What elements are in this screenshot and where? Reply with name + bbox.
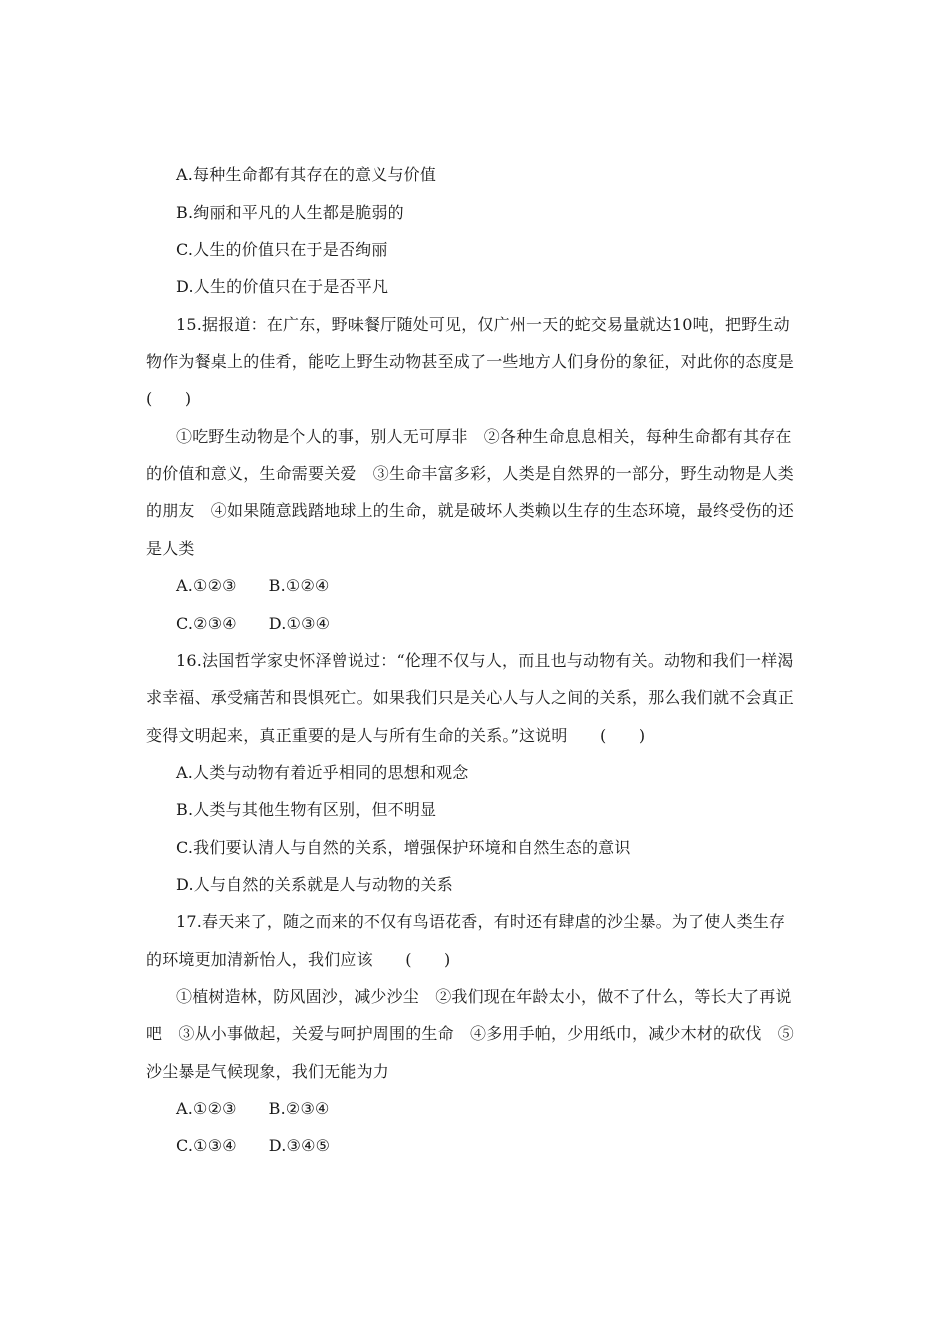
q17-statement-line-3: 沙尘暴是气候现象，我们无能为力 [146, 1062, 390, 1081]
q15-option-c: C.②③④ [176, 614, 237, 633]
q16-option-c: C.我们要认清人与自然的关系，增强保护环境和自然生态的意识 [176, 838, 631, 857]
q15-stem-line-1: 15.据报道：在广东，野味餐厅随处可见，仅广州一天的蛇交易量就达10吨，把野生动 [176, 315, 790, 334]
q17-option-a: A.①②③ [176, 1099, 237, 1118]
q15-stem-line-2: 物作为餐桌上的佳肴，能吃上野生动物甚至成了一些地方人们身份的象征，对此你的态度是 [146, 352, 795, 371]
q17-option-d: D.③④⑤ [268, 1136, 331, 1155]
q15-statement-line-1: ①吃野生动物是个人的事，别人无可厚非 ②各种生命息息相关，每种生命都有其存在 [176, 427, 792, 446]
q15-options-row-1 [176, 576, 330, 596]
q15-answer-bracket: ( ) [146, 389, 192, 408]
q16-option-a: A.人类与动物有着近乎相同的思想和观念 [176, 763, 469, 782]
q16-stem-line-1: 16.法国哲学家史怀泽曾说过：“伦理不仅与人，而且也与动物有关。动物和我们一样渴 [176, 651, 794, 670]
q15-statement-line-2: 的价值和意义，生命需要关爱 ③生命丰富多彩，人类是自然界的一部分，野生动物是人类 [146, 464, 795, 483]
q16-option-d: D.人与自然的关系就是人与动物的关系 [176, 875, 453, 894]
q17-statement-line-1: ①植树造林，防风固沙，减少沙尘 ②我们现在年龄太小，做不了什么，等长大了再说 [176, 987, 792, 1006]
q14-option-c: C.人生的价值只在于是否绚丽 [176, 240, 388, 259]
q15-option-a: A.①②③ [176, 576, 237, 595]
q17-option-c: C.①③④ [176, 1136, 237, 1155]
q17-options-row-2 [176, 1136, 330, 1156]
q15-option-d: D.①③④ [268, 614, 331, 633]
q15-options-row-2 [176, 614, 330, 634]
q17-stem-line-1: 17.春天来了，随之而来的不仅有鸟语花香，有时还有肆虐的沙尘暴。为了使人类生存 [176, 912, 786, 931]
q16-option-b: B.人类与其他生物有区别，但不明显 [176, 800, 437, 819]
q15-option-b: B.①②④ [268, 576, 330, 595]
q14-option-a: A.每种生命都有其存在的意义与价值 [176, 165, 437, 184]
q16-stem-line-3: 变得文明起来，真正重要的是人与所有生命的关系。”这说明 ( ) [146, 726, 646, 745]
q14-option-d: D.人生的价值只在于是否平凡 [176, 277, 389, 296]
q17-options-row-1 [176, 1099, 330, 1119]
q14-option-b: B.绚丽和平凡的人生都是脆弱的 [176, 203, 404, 222]
q15-statement-line-4: 是人类 [146, 539, 195, 558]
q17-option-b: B.②③④ [268, 1099, 330, 1118]
q16-stem-line-2: 求幸福、承受痛苦和畏惧死亡。如果我们只是关心人与人之间的关系，那么我们就不会真正 [146, 688, 795, 707]
q17-stem-line-2: 的环境更加清新怡人，我们应该 ( ) [146, 950, 451, 969]
q17-statement-line-2: 吧 ③从小事做起，关爱与呵护周围的生命 ④多用手帕，少用纸巾，减少木材的砍伐 ⑤ [146, 1024, 795, 1043]
q15-statement-line-3: 的朋友 ④如果随意践踏地球上的生命，就是破坏人类赖以生存的生态环境，最终受伤的还 [146, 501, 795, 520]
